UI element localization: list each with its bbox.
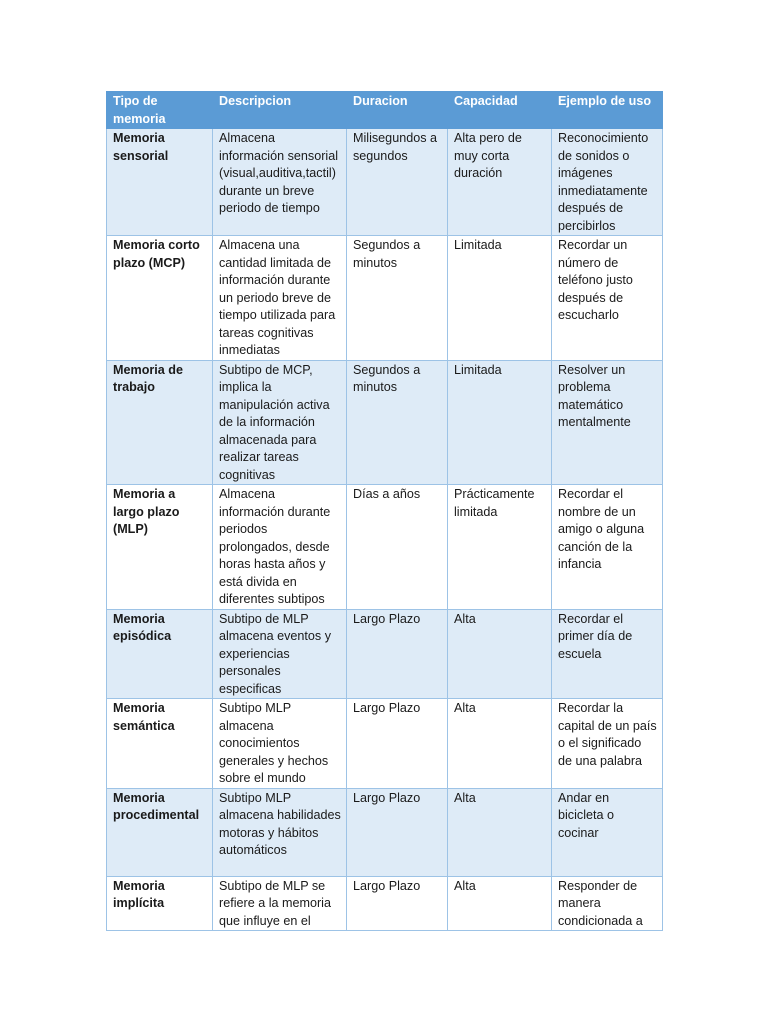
table-row (107, 485, 663, 610)
cell-tipo: Memoria a largo plazo (MLP) (107, 485, 213, 610)
cell-duracion: Milisegundos a segundos (347, 129, 448, 236)
cell-ejemplo: Recordar la capital de un país o el significado de una palabra (552, 699, 663, 789)
cell-ejemplo: Resolver un problema matemático mentalmente (552, 360, 663, 485)
cell-tipo: Memoria sensorial (107, 129, 213, 236)
cell-tipo: Memoria episódica (107, 609, 213, 699)
table-row (107, 129, 663, 236)
cell-ejemplo: Recordar un número de teléfono justo después de escucharlo (552, 236, 663, 361)
cell-duracion: Largo Plazo (347, 609, 448, 699)
cell-ejemplo: Recordar el primer día de escuela (552, 609, 663, 699)
cell-tipo: Memoria corto plazo (MCP) (107, 236, 213, 361)
cell-tipo: Memoria implícita (107, 876, 213, 931)
cell-descripcion: Almacena información durante periodos prolongados, desde horas hasta años y está divida en diferentes subtipos (213, 485, 347, 610)
cell-descripcion: Almacena información sensorial (visual,auditiva,tactil) durante un breve periodo de tiempo (213, 129, 347, 236)
cell-ejemplo: Responder de manera condicionada a (552, 876, 663, 931)
cell-descripcion: Subtipo de MCP, implica la manipulación activa de la información almacenada para realizar tareas cognitivas (213, 360, 347, 485)
cell-duracion: Largo Plazo (347, 699, 448, 789)
header-capacidad: Capacidad (448, 92, 552, 129)
header-ejemplo: Ejemplo de uso (552, 92, 663, 129)
cell-duracion: Largo Plazo (347, 876, 448, 931)
cell-tipo: Memoria de trabajo (107, 360, 213, 485)
cell-duracion: Segundos a minutos (347, 236, 448, 361)
cell-descripcion: Subtipo de MLP almacena eventos y experiencias personales especificas (213, 609, 347, 699)
cell-ejemplo: Andar en bicicleta o cocinar (552, 788, 663, 876)
table-row (107, 699, 663, 789)
table-row (107, 609, 663, 699)
cell-capacidad: Alta (448, 788, 552, 876)
cell-capacidad: Limitada (448, 360, 552, 485)
header-descripcion: Descripcion (213, 92, 347, 129)
cell-descripcion: Subtipo MLP almacena habilidades motoras y hábitos automáticos (213, 788, 347, 876)
cell-capacidad: Alta (448, 609, 552, 699)
header-duracion: Duracion (347, 92, 448, 129)
cell-duracion: Largo Plazo (347, 788, 448, 876)
memory-types-table (106, 91, 663, 931)
cell-capacidad: Alta (448, 876, 552, 931)
header-tipo: Tipo de memoria (107, 92, 213, 129)
cell-ejemplo: Reconocimiento de sonidos o imágenes inmediatamente después de percibirlos (552, 129, 663, 236)
cell-capacidad: Prácticamente limitada (448, 485, 552, 610)
cell-capacidad: Alta (448, 699, 552, 789)
table-row (107, 876, 663, 931)
cell-tipo: Memoria procedimental (107, 788, 213, 876)
cell-capacidad: Alta pero de muy corta duración (448, 129, 552, 236)
cell-descripcion: Subtipo de MLP se refiere a la memoria que influye en el (213, 876, 347, 931)
table-row (107, 236, 663, 361)
cell-tipo: Memoria semántica (107, 699, 213, 789)
cell-descripcion: Subtipo MLP almacena conocimientos generales y hechos sobre el mundo (213, 699, 347, 789)
cell-capacidad: Limitada (448, 236, 552, 361)
table-row (107, 360, 663, 485)
cell-duracion: Días a años (347, 485, 448, 610)
cell-descripcion: Almacena una cantidad limitada de información durante un periodo breve de tiempo utilizada para tareas cognitivas inmediatas (213, 236, 347, 361)
table-row (107, 788, 663, 876)
table-header-row (107, 92, 663, 129)
cell-ejemplo: Recordar el nombre de un amigo o alguna canción de la infancia (552, 485, 663, 610)
cell-duracion: Segundos a minutos (347, 360, 448, 485)
